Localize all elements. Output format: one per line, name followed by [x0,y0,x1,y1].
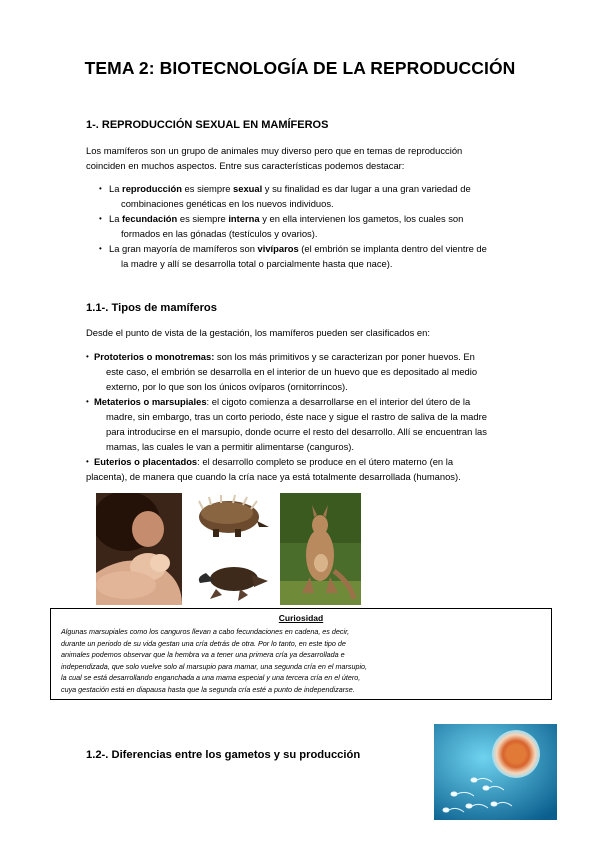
intro-line: Los mamíferos son un grupo de animales muy diverso pero que en temas de reproducción [86,145,463,156]
bullet-icon: • [99,244,102,253]
section-1-1-intro: Desde el punto de vista de la gestación, los mamíferos pueden ser clasificados en: [86,327,430,338]
echidna-photo [193,493,269,541]
section-1-intro [86,143,462,173]
curiosity-box [50,608,552,700]
section-1-1-heading: 1.1-. Tipos de mamíferos [86,302,217,314]
sperm-egg-illustration [434,724,557,820]
feature-bullet: • La fecundación es siempre interna y en ella intervienen los gametos, los cuales son formados en las gónadas (testículos y ovarios). [99,213,464,239]
bullet-icon: • [86,397,89,406]
intro-line: coinciden en muchos aspectos. Entre sus características podemos destacar: [86,160,405,171]
feature-bullet: • La reproducción es siempre sexual y su finalidad es dar lugar a una gran variedad de combinaciones genéticas en los nuevos individuos. [99,183,471,209]
mammal-type-item: • Metaterios o marsupiales: el cigoto comienza a desarrollarse en el interior del útero de la madre, sin embargo, tras un corto periodo, éste nace y sigue el rastro de saliva de la madre para introducirse en el marsupio, donde ocurre el resto del desarrollo. Allí se encuentran las mamas, las cuales le van a permitir alimentarse (canguros). [86,396,487,452]
kangaroo-photo [280,493,361,605]
bullet-icon: • [99,214,102,223]
mother-baby-photo [96,493,182,605]
curiosity-title: Curiosidad [278,613,324,623]
platypus-photo [196,551,268,605]
mammal-type-item: • Euterios o placentados: el desarrollo completo se produce en el útero materno (en la placenta), de manera que cuando la cría nace ya está totalmente desarrollada (humanos). [86,456,461,482]
bullet-icon: • [86,457,89,466]
bullet-icon: • [86,352,89,361]
section-1-2-heading: 1.2-. Diferencias entre los gametos y su producción [86,749,361,761]
curiosity-text: Algunas marsupiales como los canguros llevan a cabo fecundaciones en cadena, es decir, durante un periodo de su vida gestan una cría detrás de otra. Por lo tanto, en este tipo de animales podemos observar que la hembra va a tener una primera cría ya desarrollada e independizada, que solo vuelve solo al marsupio para mamar, una segunda cría en el marsupio, la cual se está desarrollando enganchada a una mama especial y una tercera cría en el útero, cuya gestación está en diapausa hasta que la segunda cría esté a punto de independizarse. [61,627,368,694]
feature-bullet: • La gran mayoría de mamíferos son vivíparos (el embrión se implanta dentro del vientre de la madre y allí se desarrolla total o parcialmente hasta que nace). [99,243,487,269]
bullet-icon: • [99,184,102,193]
section-1-heading: 1-. REPRODUCCIÓN SEXUAL EN MAMÍFEROS [86,119,329,131]
mammal-type-item: • Prototerios o monotremas: son los más primitivos y se caracterizan por poner huevos. En este caso, el embrión se desarrolla en el interior de un huevo que es depositado al medio externo, por lo que son los únicos ovíparos (ornitorrincos). [86,351,478,392]
page-title: TEMA 2: BIOTECNOLOGÍA DE LA REPRODUCCIÓN [84,58,516,78]
